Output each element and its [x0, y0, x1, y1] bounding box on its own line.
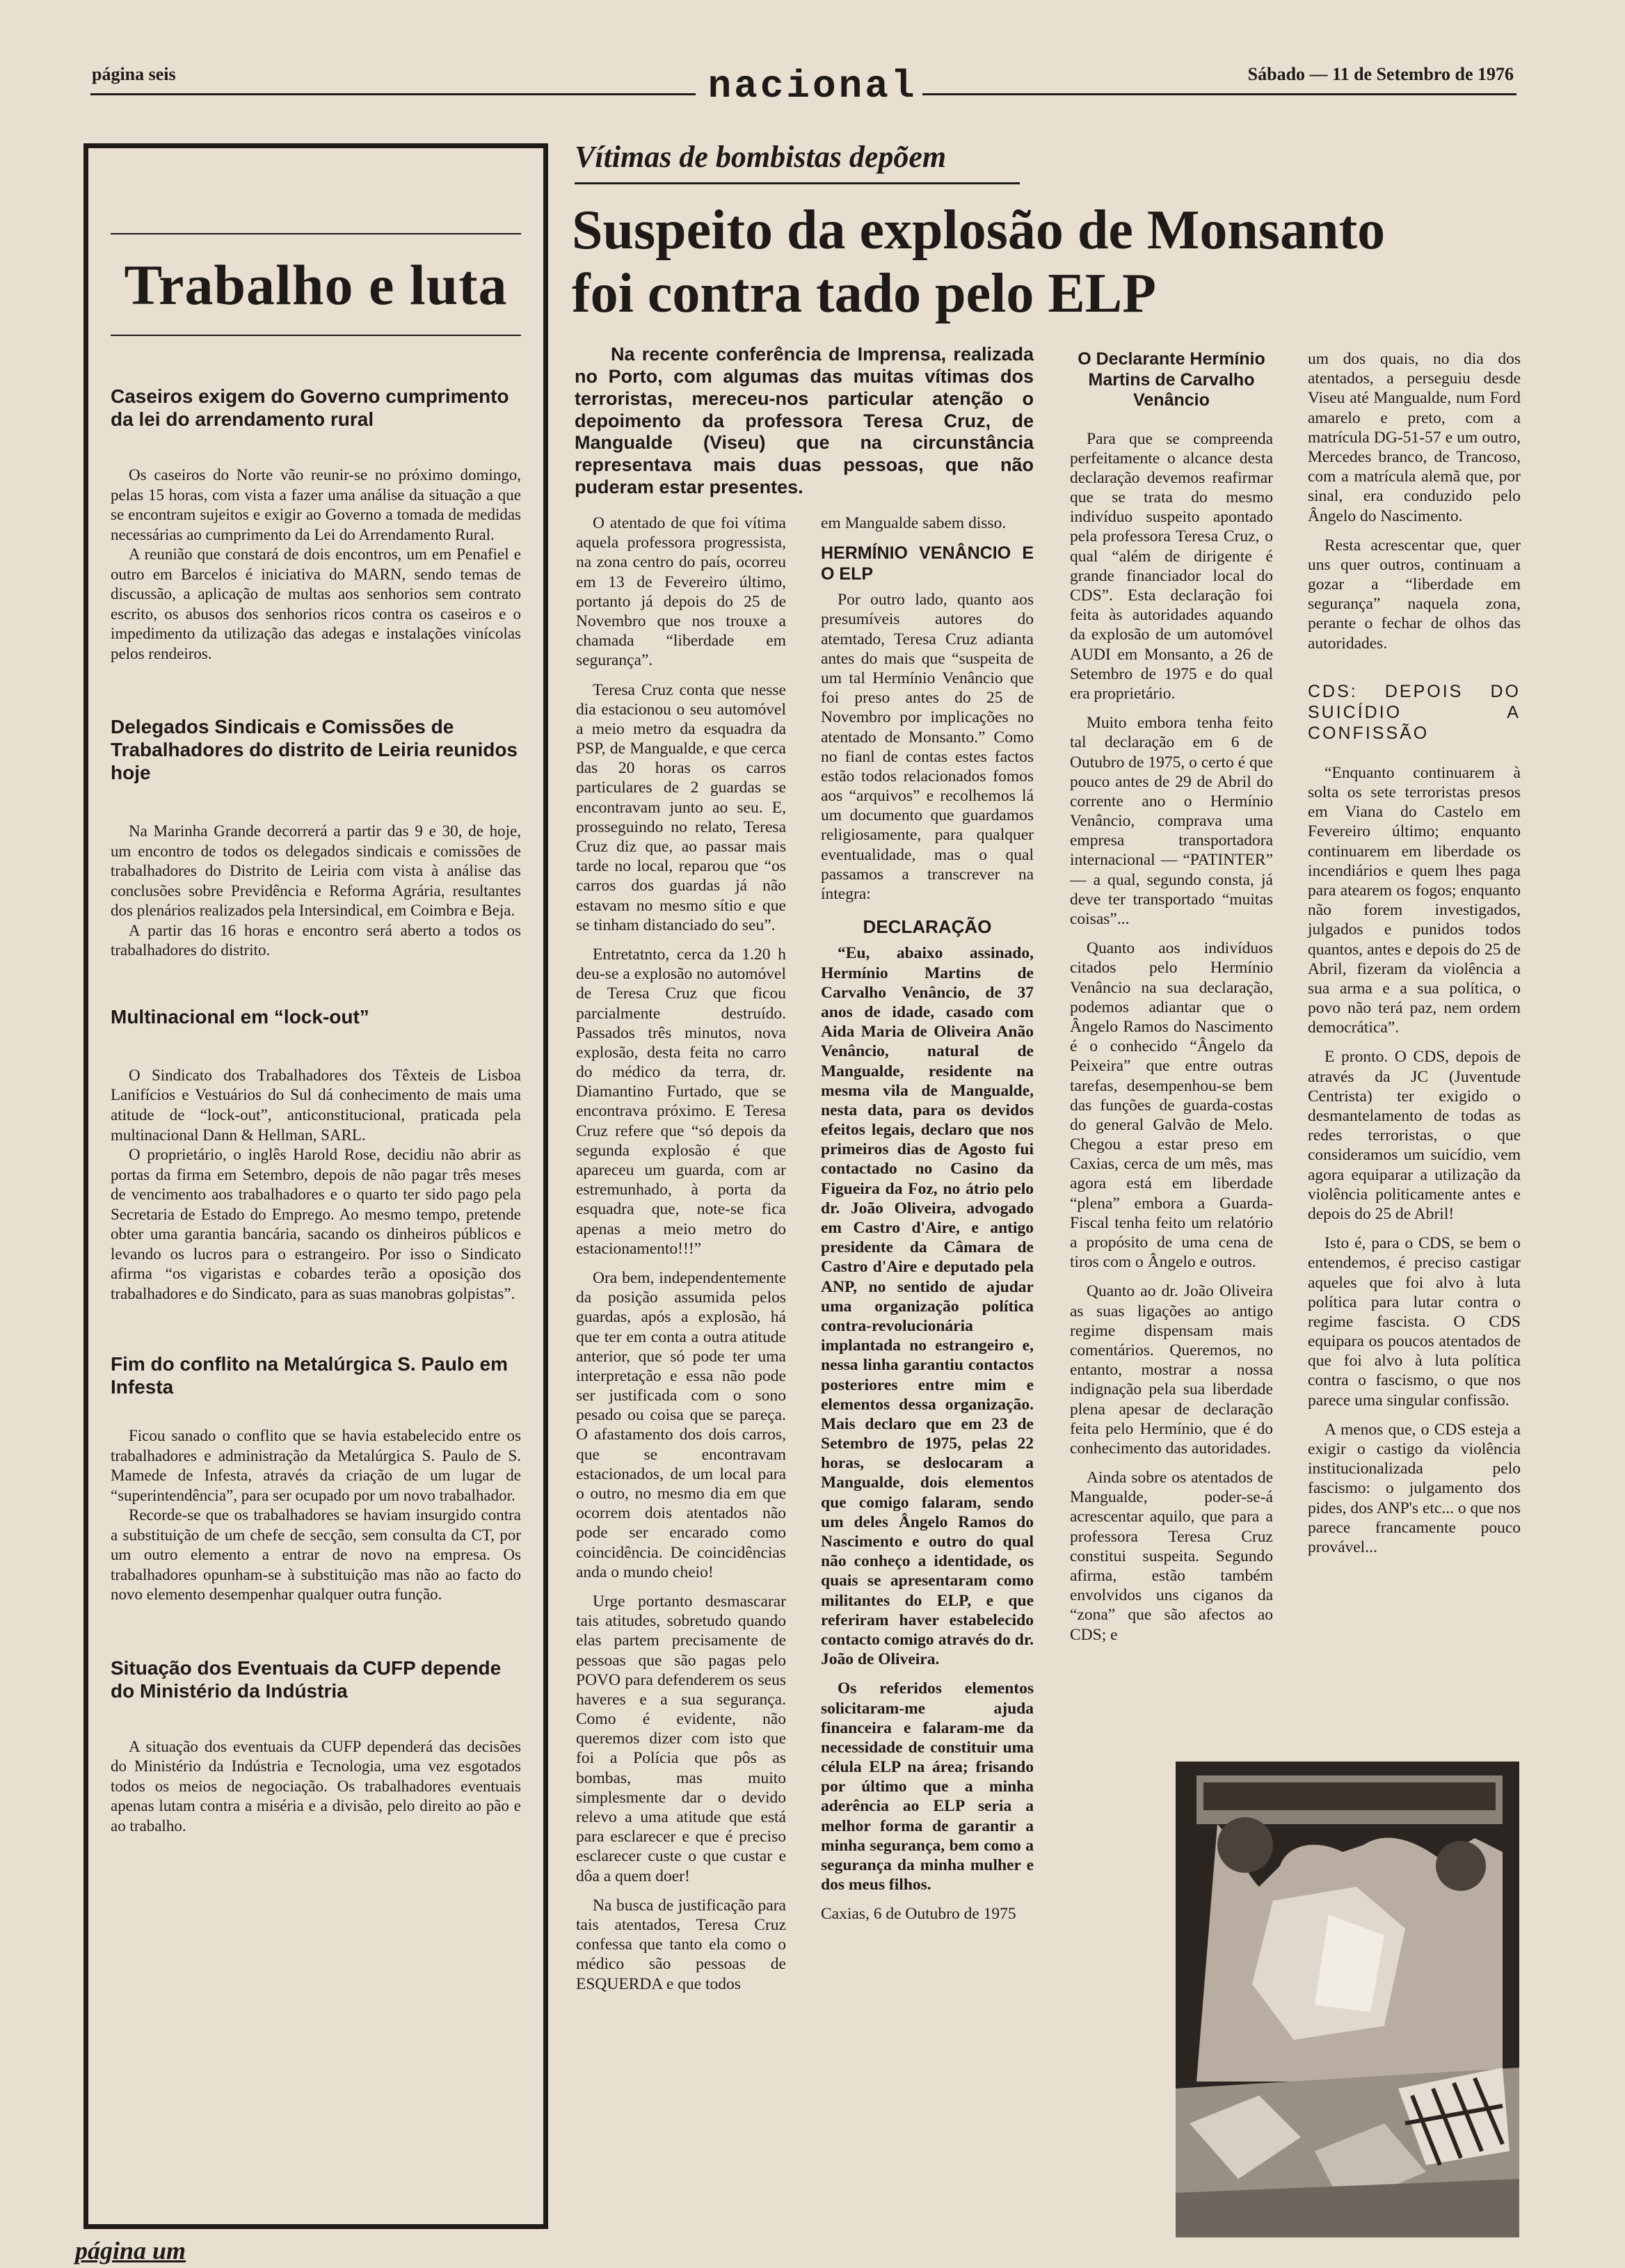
story-paragraph: Ainda sobre os atentados de Mangualde, poder-se-á acrescentar aquilo, que para a professora Teresa Cruz constitui suspeita. Segundo afirma, estão também envolvidos uns ciganos da “zona” que são afectos ao CDS; e: [1070, 1469, 1273, 1644]
story-lead: Na recente conferência de Imprensa, realizada no Porto, com algumas das muitas vítimas dos terroristas, mereceu-nos particular atenção o depoimento da professora Teresa Cruz, de Mangualde (Viseu) que na circunstância representava mais duas pessoas, que não puderam estar presentes.: [575, 344, 1034, 498]
story-paragraph: O atentado de que foi vítima aquela professora progressista, na zona centro do país, ocorreu em 13 de Fevereiro último, portanto já depois do 25 de Novembro que nos trouxe a chamada “liberdade em segurança”.: [576, 514, 786, 670]
brief-paragraph: A partir das 16 horas e encontro será aberto a todos os trabalhadores do distrito.: [111, 921, 521, 959]
sidebar-title-rule-top: [111, 233, 521, 234]
brief-heading: Delegados Sindicais e Comissões de Trabalhadores do distrito de Leiria reunidos hoje: [111, 716, 518, 784]
sidebar-box: [83, 143, 548, 2229]
story-column-2: [821, 513, 1034, 1934]
story-column-1: [576, 513, 786, 2004]
kicker-rule: [575, 182, 1020, 184]
story-paragraph: E pronto. O CDS, depois de através da JC (Juventude Centrista) ter exigido o desmantelamento de todas as redes terroristas, o que consideramos um suicídio, vem agora equiparar a utilização da violência politicamente antes e depois do 25 de Abril!: [1308, 1048, 1521, 1223]
brief-delegados: [111, 715, 521, 961]
brief-heading: Situação dos Eventuais da CUFP depende do Ministério da Indústria: [111, 1656, 502, 1702]
story-paragraph: Teresa Cruz conta que nesse dia estacionou o seu automóvel a meio metro da esquadra da PSP, de Mangualde, e que cerca das 20 horas os carros particulares de 2 guardas se encontravam junto ao seu. E, prosseguindo no relato, Teresa Cruz diz que, ao passar mais tarde no local, reparou que “os carros dos guardas já não estavam no mesmo sítio e que se tinham distanciado do seu”.: [576, 680, 786, 934]
subheading-cds: CDS: DEPOIS DO SUICÍDIO A CONFISSÃO: [1308, 681, 1521, 743]
brief-paragraph: O Sindicato dos Trabalhadores dos Têxteis de Lisboa Lanifícios e Vestuários do Sul dá conhecimento de mais uma atitude de “lock-out”, anticonstitucional, praticada pela multinacional Dann & Hellman, SARL.: [111, 1066, 521, 1144]
headline-line-2: foi contra tado pelo ELP: [572, 263, 1156, 325]
story-paragraph: Por outro lado, quanto aos presumíveis autores do atemtado, Teresa Cruz adianta antes do mais que “suspeita de um tal Hermínio Venâncio que foi preso antes do 25 de Novembro por implicações no atentado de Monsanto.” Como no fianl de contas estes factos estão todos relacionados fomos aos “arquivos” e recolhemos lá um documento que guardamos religiosamente, para qualquer eventualidade, mas o qual passamos a transcrever na íntegra:: [821, 591, 1034, 903]
brief-cufp: [111, 1656, 521, 1837]
story-paragraph: Urge portanto desmascarar tais atitudes, sobretudo quando elas partem precisamente de pessoas que são pagas pelo POVO para defenderem os seus haveres e a sua segurança. Como é evidente, não queremos dizer com isto que foi a Polícia que pôs as bombas, mas muito simplesmente dar o devido relevo a uma atitude que está para esclarecer e que é preciso esclarecer custe o que custar e dôa a quem doer!: [576, 1592, 786, 1885]
brief-paragraph: Os caseiros do Norte vão reunir-se no próximo domingo, pelas 15 horas, com vista a fazer uma análise da situação a que se encontram sujeitos e exigir ao Governo a tomada de medidas necessárias ao cumprimento da Lei do Arrendamento Rural.: [111, 466, 521, 543]
page-label: página seis: [92, 64, 176, 84]
story-paragraph: Para que se compreenda perfeitamente o alcance desta declaração devemos reafirmar que se trata do mesmo indivíduo suspeito apontado pela professora Teresa Cruz, o qual “além de dirigente é grande financiador local do CDS”. Esta declaração foi feita às autoridades aquando da explosão de um automóvel AUDI em Monsanto, a 26 de Setembro de 1975 e do qual era proprietário.: [1070, 429, 1273, 703]
issue-date: Sábado — 11 de Setembro de 1976: [1247, 64, 1514, 84]
brief-caseiros: [111, 385, 521, 664]
story-column-4: [1308, 349, 1521, 1567]
story-kicker: Vítimas de bombistas depõem: [575, 140, 947, 174]
declarante-label: O Declarante Hermínio Martins de Carvalho Venâncio: [1078, 349, 1265, 410]
brief-metalurgica: [111, 1352, 521, 1605]
story-paragraph: Entretatnto, cerca da 1.20 h deu-se a explosão no automóvel de Teresa Cruz que ficou parcialmente destruído. Passados três minutos, nova explosão, desta feita no carro do médico da terra, dr. Diamantino Furtado, que se encontrava próximo. E Teresa Cruz refere que “só depois da segunda explosão é que apareceu um guarda, com ar estremunhado, à porta da esquadra que, note-se fica apenas a meio metro do estacionamento!!!”: [576, 945, 786, 1258]
brief-paragraph: Na Marinha Grande decorrerá a partir das 9 e 30, de hoje, um encontro de todos os delegados sindicais e comissões de trabalhadores do Distrito de Leiria com vista à análise das conclusões sobre Previdência e Reforma Agrária, resultantes dos plenários realizados pela Intersindical, em Coimbra e Beja.: [111, 822, 521, 920]
story-column-3: [1070, 349, 1273, 1654]
explosion-photo: [1176, 1762, 1519, 2237]
subheading-declaracao: DECLARAÇÃO: [863, 916, 992, 938]
story-headline: [572, 199, 1476, 326]
brief-multinacional: [111, 1005, 521, 1304]
brief-paragraph: A situação dos eventuais da CUFP dependerá das decisões do Ministério da Indústria e Tecnologia, uma vez esgotados todos os meios de negociação. Os trabalhadores eventuais apenas lutam contra a miséria e a divisão, pelo direito ao pão e ao trabalho.: [111, 1737, 521, 1835]
section-name: nacional: [0, 64, 1625, 109]
brief-heading: Multinacional em “lock-out”: [111, 1005, 369, 1028]
wreckage-image: [1176, 1762, 1519, 2237]
story-paragraph: um dos quais, no dia dos atentados, a perseguiu desde Viseu até Mangualde, num Ford amarelo e preto, com a matrícula DG-51-57 e um outro, Mercedes branco, de Trancoso, com a matrícula alemã que, por sinal, era conduzido pelo Ângelo do Nascimento.: [1308, 350, 1521, 525]
story-paragraph: Quanto aos indivíduos citados pelo Hermínio Venâncio na sua declaração, podemos adiantar que o Ângelo Ramos do Nascimento é o conhecido “Ângelo da Peixeira” que entre outras tarefas, desempenhou-se bem das funções de guarda-costas do general Galvão de Melo. Chegou a estar preso em Caxias, cerca de um mês, mas agora está em liberdade “plena” embora a Guarda-Fiscal tenha feito um relatório a propósito de uma cena de tiros com o Ângelo e outros.: [1070, 939, 1273, 1272]
declaration-paragraph: Os referidos elementos solicitaram-me ajuda financeira e falaram-me da necessidade de constituir uma célula ELP na área; frisando por último que a minha aderência ao ELP seria a melhor forma de garantir a minha segurança, bem como a segurança da minha mulher e dos meus filhos.: [821, 1679, 1034, 1894]
story-paragraph: “Enquanto continuarem à solta os sete terroristas presos em Viana do Castelo em Fevereiro último; enquanto continuarem em liberdade os incendiários e quem lhes paga para atearem os fogos; enquanto não forem investigados, julgados e punidos todos quantos, antes e depois do 25 de Abril, fizeram da violência a sua arma e a sua política, o povo não terá paz, nem ordem democrática”.: [1308, 763, 1521, 1037]
declaration-signature: Caxias, 6 de Outubro de 1975: [821, 1905, 1016, 1924]
story-paragraph: Quanto ao dr. João Oliveira as suas ligações ao antigo regime dispensam mais comentários. Queremos, no entanto, mostrar a nossa indignação pela sua liberdade plena apesar de declaração feita pelo Hermínio, que é do conhecimento das autoridades.: [1070, 1282, 1273, 1458]
story-paragraph: A menos que, o CDS esteja a exigir o castigo da violência institucionalizada pelo fascismo: o julgamento dos pides, dos ANP's etc... o que nos parece francamente pouco provável...: [1308, 1420, 1521, 1556]
declaration-paragraph: “Eu, abaixo assinado, Hermínio Martins de Carvalho Venâncio, de 37 anos de idade, casado com Aida Maria de Oliveira Anão Venâncio, natural de Mangualde, residente na mesma vila de Mangualde, nesta data, para os devidos efeitos legais, declaro que nos primeiros dias de Agosto fui contactado no Casino da Figueira da Foz, no átrio pelo dr. João Oliveira, advogado em Castro d'Aire, e antigo presidente da Câmara de Castro d'Aire e deputado pela ANP, no sentido de ajudar uma organização política contra-revolucionária implantada no estrangeiro e, nessa linha garantiu contactos posteriores entre mim e elementos dessa organização. Mais declaro que em 23 de Setembro de 1975, pelas 22 horas, se deslocaram a Mangualde, dois elementos que comigo falaram, sendo um deles Ângelo Ramos do Nascimento e outro do qual não conheço a identidade, os quais se apresentaram como militantes do ELP, e que referiram haver estabelecido contacto comigo através do dr. João de Oliveira.: [821, 944, 1034, 1669]
story-paragraph: Isto é, para o CDS, se bem o entendemos, é preciso castigar aqueles que foi alvo à luta política para lutar contra o regime fascista. O CDS equipara os poucos atentados de que foi alvo à luta política contra o fascismo, o que nos parece uma singular confissão.: [1308, 1234, 1521, 1409]
footer-page-label: página um: [75, 2237, 186, 2265]
brief-heading: Fim do conflito na Metalúrgica S. Paulo em Infesta: [111, 1353, 508, 1398]
sidebar-title-rule-bottom: [111, 335, 521, 336]
brief-heading: Caseiros exigem do Governo cumprimento da lei do arrendamento rural: [111, 385, 509, 431]
brief-paragraph: Ficou sanado o conflito que se havia estabelecido entre os trabalhadores e administração da Metalúrgica S. Paulo de S. Mamede de Infesta, através da criação de um lugar de “superintendência”, para ser ocupado por um novo trabalhador.: [111, 1427, 521, 1504]
headline-line-1: Suspeito da explosão de Monsanto: [572, 200, 1386, 261]
brief-paragraph: Recorde-se que os trabalhadores se haviam insurgido contra a substituição de um chefe de secção, sem consulta da CT, por um outro elemento a entrar de novo na empresa. Os trabalhadores opunham-se à substituição mas não ao facto do novo elemento desempenhar qualquer outra função.: [111, 1506, 521, 1604]
brief-paragraph: O proprietário, o inglês Harold Rose, decidiu não abrir as portas da firma em Setembro, depois de não pagar três meses de vencimento aos trabalhadores e o quarto ter sido pago pela Secretaria de Estado do Emprego. Ao mesmo tempo, pretende obter uma garantia bancária, sacando os dinheiros públicos e levando os lucros para o estrangeiro. Por isso o Sindicato afirma “os vigaristas e cobardes terão a oposição dos trabalhadores e do Sindicato, para as suas manobras golpistas”.: [111, 1146, 521, 1302]
brief-paragraph: A reunião que constará de dois encontros, um em Penafiel e outro em Barcelos é iniciativa do MARN, sendo temas de discussão, a aplicação de multas aos senhorios sem contrato escrito, os abusos dos senhorios ricos contra os caseiros e o impedimento da utilização das adegas e instalações vinícolas pelos rendeiros.: [111, 545, 521, 662]
sidebar-title: Trabalho e luta: [124, 253, 508, 317]
story-paragraph: Ora bem, independentemente da posição assumida pelos guardas, após a explosão, há que ter em conta a outra atitude anterior, que só pode ter uma interpretação e essa não pode ser justificada com o sono pesado ou coisa que se pareça. O afastamento dos dois carros, que se encontravam estacionados, de um local para o outro, no mesmo dia em que ocorrem dois atentados não pode ser encarado como coincidência. De coincidências anda o mundo cheio!: [576, 1268, 786, 1581]
story-paragraph: Na busca de justificação para tais atentados, Teresa Cruz confessa que tanto ela como o médico são pessoas de ESQUERDA e que todos: [576, 1896, 786, 1993]
story-paragraph: Muito embora tenha feito tal declaração em 6 de Outubro de 1975, o certo é que pouco antes de 29 de Abril do corrente ano o Hermínio Venâncio, comprava uma empresa transportadora internacional — “PATINTER” — a qual, segundo consta, já deve ter transportado “muitas coisas”...: [1070, 714, 1273, 928]
story-paragraph: Resta acrescentar que, quer uns quer outros, continuam a gozar a “liberdade em segurança” naquela zona, perante o fechar de olhos das autoridades.: [1308, 536, 1521, 653]
story-paragraph: em Mangualde sabem disso.: [821, 514, 1007, 532]
subheading-herminio: HERMÍNIO VENÂNCIO E O ELP: [821, 543, 1034, 584]
